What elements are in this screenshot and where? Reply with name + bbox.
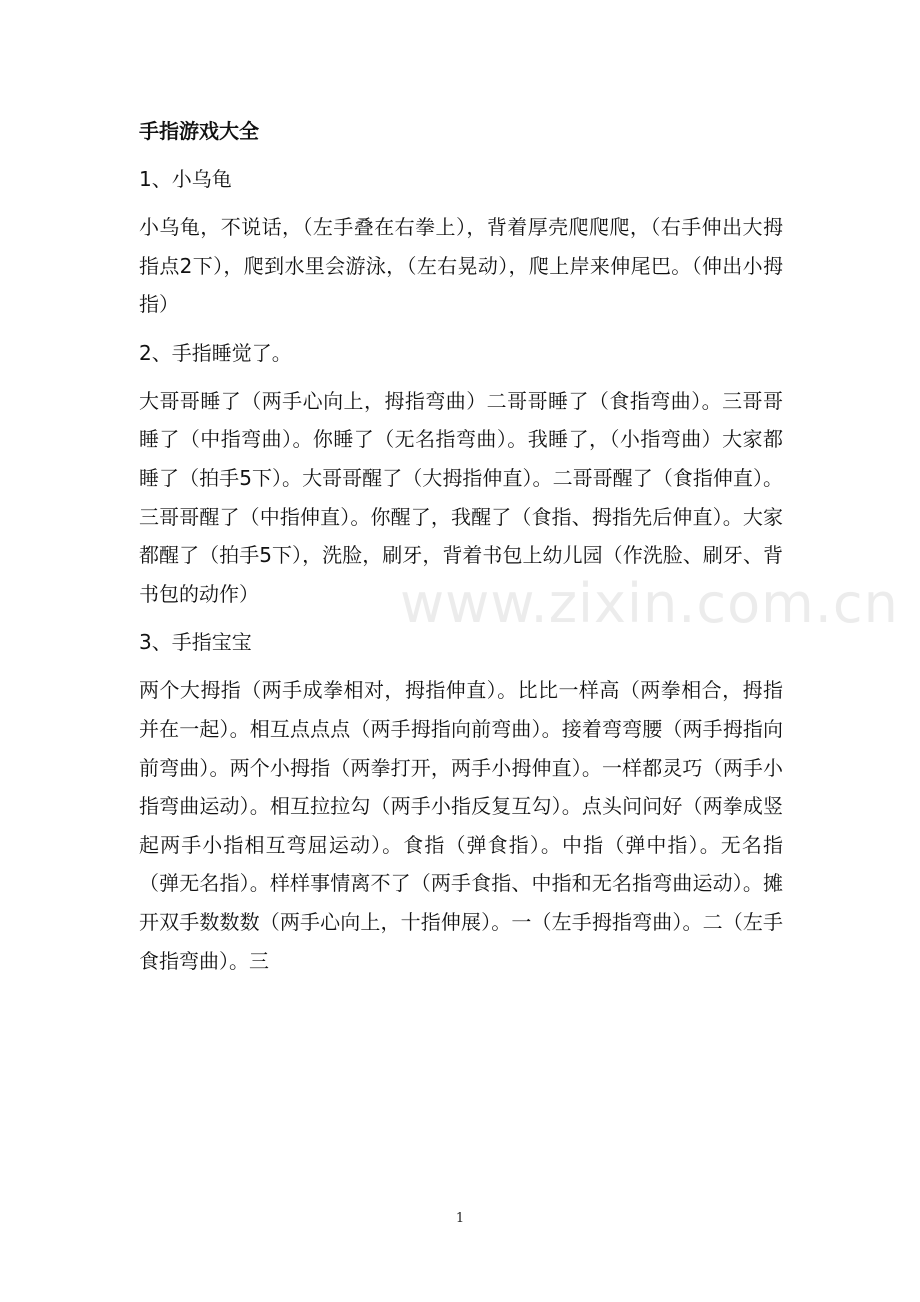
section-heading-1: 1、小乌龟 <box>139 167 232 191</box>
document-page <box>139 112 783 990</box>
section-heading-2: 2、手指睡觉了。 <box>139 340 292 365</box>
section-body-2: 大哥哥睡了（两手心向上，拇指弯曲）二哥哥睡了（食指弯曲）。三哥哥睡了（中指弯曲）。你睡了（无名指弯曲）。我睡了，（小指弯曲）大家都睡了（拍手5下）。大哥哥醒了（大拇指伸直）。二哥哥醒了（食指伸直）。三哥哥醒了（中指伸直）。你醒了，我醒了（食指、拇指先后伸直）。大家都醒了（拍手5下），洗脸，刷牙，背着书包上幼儿园（作洗脸、刷牙、背书包的动作） <box>139 388 783 606</box>
section-body-1: 小乌龟，不说话，（左手叠在右拳上），背着厚壳爬爬爬，（右手伸出大拇指点2下），爬到水里会游泳，（左右晃动），爬上岸来伸尾巴。（伸出小拇指） <box>139 215 783 317</box>
watermark-text: www.zixin.com.cn <box>400 572 899 635</box>
page-number: 1 <box>455 1211 465 1226</box>
document-title: 手指游戏大全 <box>139 119 259 143</box>
section-body-3: 两个大拇指（两手成拳相对，拇指伸直）。比比一样高（两拳相合，拇指并在一起）。相互点点点（两手拇指向前弯曲）。接着弯弯腰（两手拇指向前弯曲）。两个小拇指（两拳打开，两手小拇伸直）。一样都灵巧（两手小指弯曲运动）。相互拉拉勾（两手小指反复互勾）。点头问问好（两拳成竖起两手小指相互弯屈运动）。食指（弹食指）。中指（弹中指）。无名指（弹无名指）。样样事情离不了（两手食指、中指和无名指弯曲运动）。摊开双手数数数（两手心向上，十指伸展）。一（左手拇指弯曲）。二（左手食指弯曲）。三 <box>139 678 783 973</box>
section-heading-3: 3、手指宝宝 <box>139 630 252 655</box>
